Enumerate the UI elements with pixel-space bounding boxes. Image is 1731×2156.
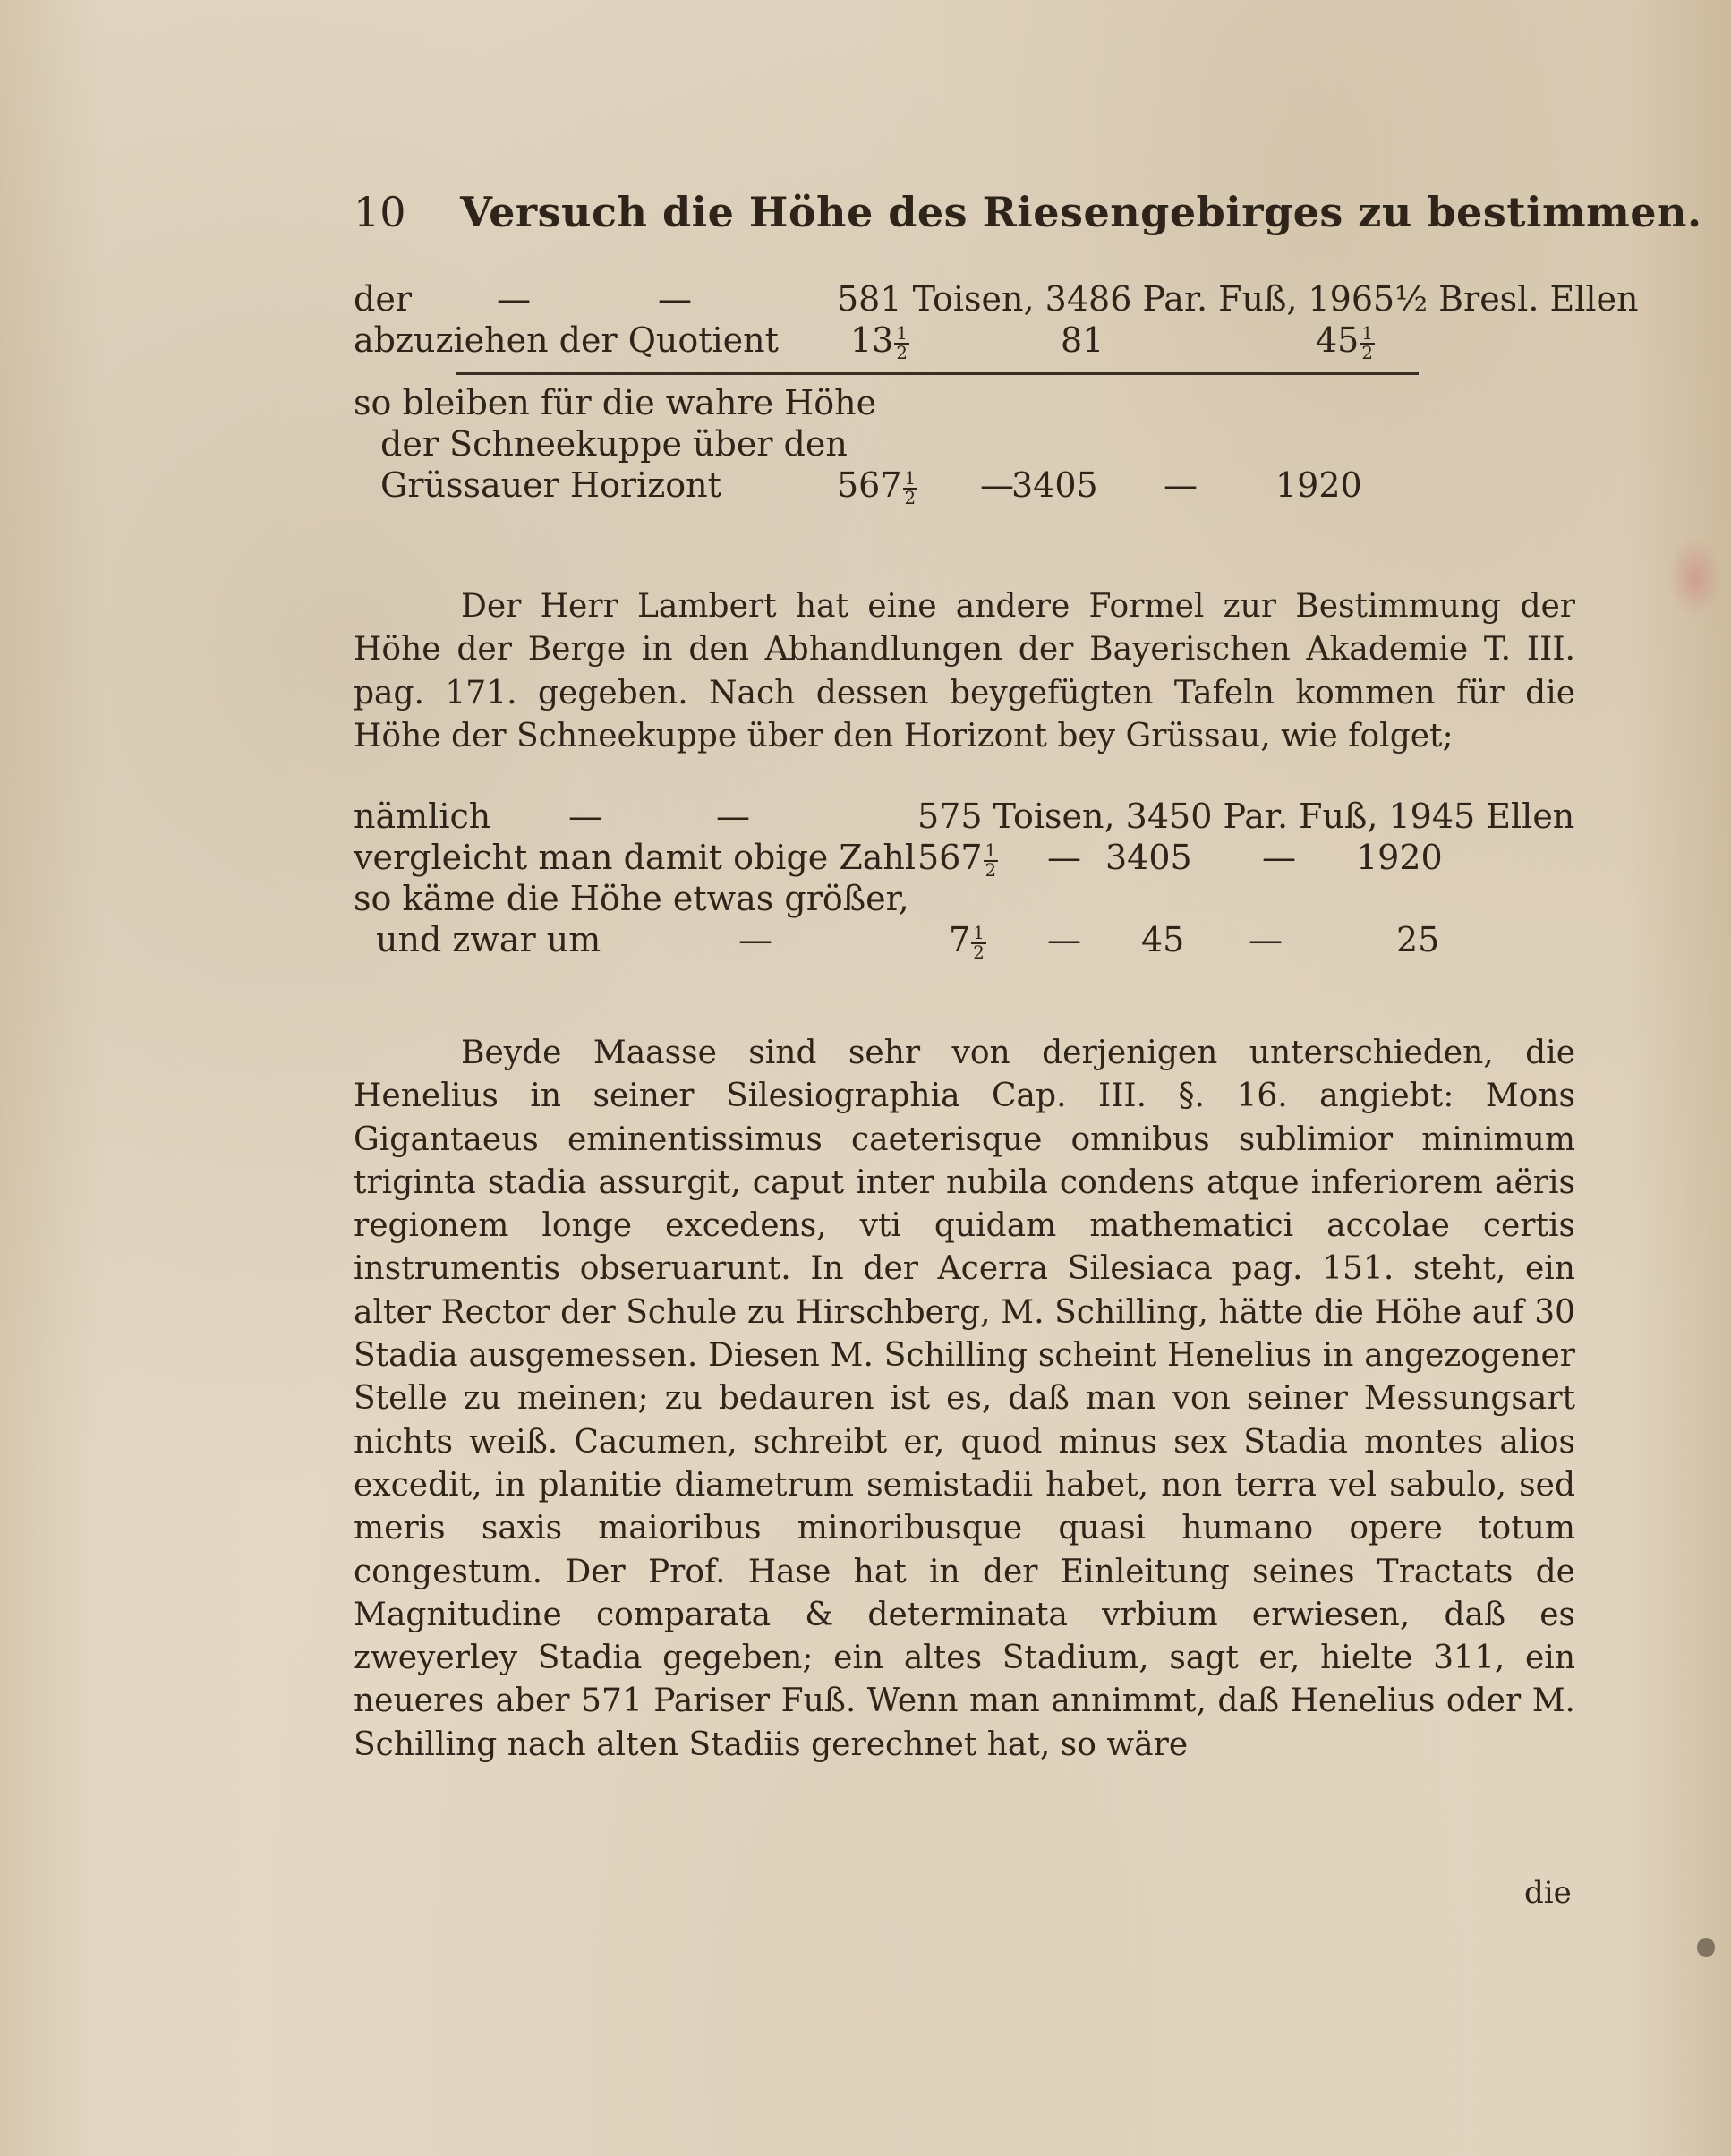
dash: —: [1047, 838, 1081, 877]
numerator: 1: [904, 467, 917, 489]
toisen-value: [949, 920, 986, 961]
ellen-value: 1920: [1356, 838, 1443, 877]
dash: —: [1249, 920, 1283, 959]
dash: —: [1047, 920, 1081, 959]
running-header: [354, 188, 1702, 236]
row-label: vergleicht man damit obige Zahl: [354, 838, 917, 877]
numerator: 1: [1361, 322, 1373, 344]
number: 7: [949, 920, 971, 959]
paragraph: Beyde Maasse sind sehr von derjenigen unterschieden, die Henelius in seiner Silesiographia Cap. III. §. 16. angiebt: Mons Gigantaeus eminentissimus caeterisque omnibus sublimior minimum triginta stadia assurgit, caput inter nubila condens atque inferiorem aëris regionem longe excedens, vti quidam mathematici accolae certis instrumentis obseruarunt. In der Acerra Silesiaca pag. 151. steht, ein alter Rector der Schule zu Hirschberg, M. Schilling, hätte die Höhe auf 30 Stadia ausgemessen. Diesen M. Schilling scheint Henelius in angezogener Stelle zu meinen; zu bedauren ist es, daß man von seiner Messungsart nichts weiß. Cacumen, schreibt er, quod minus sex Stadia montes alios excedit, in planitie diametrum semistadii habet, non terra vel sabulo, sed meris saxis maioribus minoribusque quasi humano opere totum congestum. Der Prof. Hase hat in der Einleitung seines Tractats de Magnitudine comparata & determinata vrbium erwiesen, daß es zweyerley Stadia gegeben; ein altes Stadium, sagt er, hielte 311, ein neueres aber 571 Pariser Fuß. Wenn man annimmt, daß Henelius oder M. Schilling nach alten Stadiis gerechnet hat, so wäre: [354, 1035, 1575, 1763]
dash: —: [1262, 838, 1296, 877]
running-title: Versuch die Höhe des Riesengebirges zu bestimmen.: [460, 188, 1702, 236]
denominator: 2: [896, 342, 908, 363]
toisen-value: [917, 838, 998, 879]
height-table-2: [354, 797, 1584, 961]
pariser-fuss-value: 3405: [1105, 838, 1192, 877]
number: 567: [837, 465, 902, 505]
catchword: die: [1524, 1875, 1572, 1911]
fraction: [984, 839, 999, 881]
table-row: [354, 838, 1584, 879]
paragraph: Der Herr Lambert hat eine andere Formel zur Bestimmung der Höhe der Berge in den Abhandlungen der Bayerischen Akademie T. III. pag. 171. gegeben. Nach dessen beygefügten Tafeln kommen für die Höhe der Schneekuppe über den Horizont bey Grüssau, wie folget;: [354, 588, 1575, 754]
number: 45: [1316, 320, 1360, 360]
denominator: 2: [985, 859, 997, 881]
dash: —: [980, 465, 1014, 505]
ellen-value: 25: [1396, 920, 1440, 959]
result-label-line: der Schneekuppe über den: [380, 424, 848, 464]
height-table-1: [354, 279, 1639, 363]
denominator: 2: [973, 942, 985, 963]
table-row: [354, 424, 1584, 465]
denominator: 2: [904, 487, 917, 508]
toisen-value: [837, 465, 917, 507]
row-label: so käme die Höhe etwas größer,: [354, 879, 909, 918]
table-row: [354, 383, 1584, 424]
row-values: 575 Toisen, 3450 Par. Fuß, 1945 Ellen: [917, 797, 1575, 836]
table-row: [354, 320, 1584, 362]
table-row: [354, 797, 1584, 838]
subtraction-rule: [456, 372, 1419, 375]
row-label: nämlich: [354, 797, 491, 836]
fraction: [903, 467, 918, 508]
paper-stain: [1668, 537, 1722, 618]
ink-spot: [1697, 1938, 1715, 1957]
pariser-fuss-value: 3405: [1011, 465, 1098, 505]
pariser-fuss-value: 45: [1141, 920, 1185, 959]
fraction: [971, 922, 986, 963]
numerator: 1: [973, 922, 985, 943]
dash: —: [716, 797, 750, 836]
dash: —: [497, 279, 531, 319]
page-number: 10: [354, 188, 406, 236]
fraction: [1360, 322, 1375, 363]
dash: —: [1164, 465, 1198, 505]
ellen-value: [1316, 320, 1375, 362]
result-label-line: Grüssauer Horizont: [380, 465, 721, 505]
ellen-value: 1920: [1275, 465, 1362, 505]
numerator: 1: [896, 322, 908, 344]
row-label: der: [354, 279, 412, 319]
result-block: [354, 383, 1584, 507]
table-row: [354, 465, 1584, 507]
toisen-value: [850, 320, 909, 362]
denominator: 2: [1361, 342, 1373, 363]
dash: —: [658, 279, 692, 319]
number: 567: [917, 838, 983, 877]
dash: —: [568, 797, 602, 836]
number: 13: [850, 320, 894, 360]
row-label: und zwar um: [376, 920, 601, 959]
row-values: 581 Toisen, 3486 Par. Fuß, 1965½ Bresl. Ellen: [837, 279, 1639, 319]
fraction: [894, 322, 909, 363]
table-row: [354, 920, 1584, 961]
numerator: 1: [985, 839, 997, 861]
pariser-fuss-value: 81: [1061, 320, 1104, 360]
dash: —: [738, 920, 772, 959]
table-row: [354, 279, 1639, 320]
table-row: [354, 879, 1584, 920]
result-label-line: so bleiben für die wahre Höhe: [354, 383, 877, 422]
row-label: abzuziehen der Quotient: [354, 320, 779, 360]
